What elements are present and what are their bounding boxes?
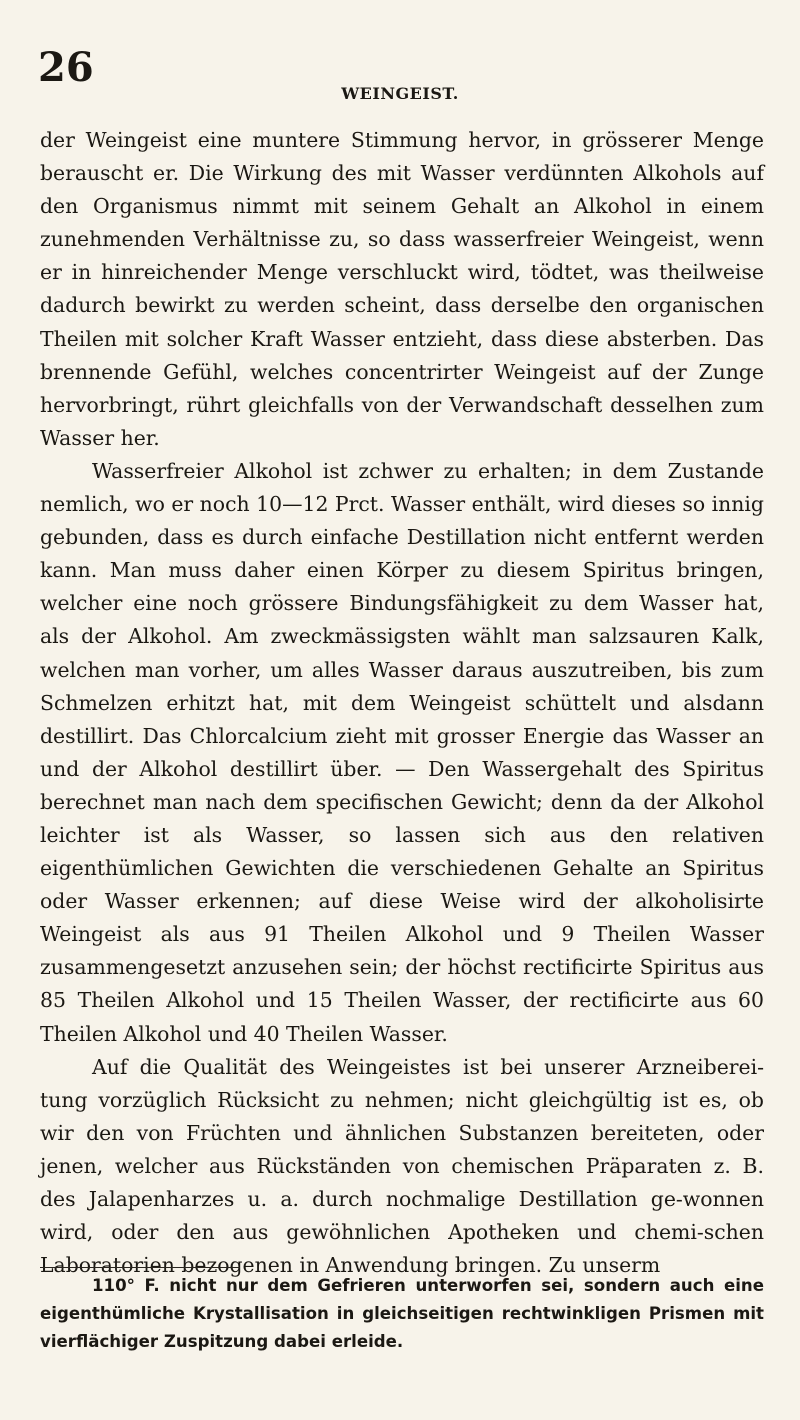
paragraph-3: Auf die Qualität des Weingeistes ist bei unserer Arzneiberei-tung vorzüglich Rücksicht zu nehmen; nicht gleichgültig ist es, ob wir den von Früchten und ähnlichen Substanzen bereiteten, oder jenen, welcher aus Rückständen von chemischen Präparaten z. B. des Jalapenharzes u. a. durch nochmalige Destillation ge-wonnen wird, oder den aus gewöhnlichen Apotheken und chemi-schen Laboratorien bezogenen in Anwendung bringen. Zu unserm [40,1054,764,1278]
footnote [40,1272,764,1355]
page-number: 26 [38,44,94,91]
running-head: WEINGEIST. [341,84,459,103]
footnote-divider [40,1267,240,1268]
footnote-text: 110° F. nicht nur dem Gefrieren unterworfen sei, sondern auch eine eigenthümliche Krystallisation in gleichseitigen rechtwinkligen Prismen mit vierflächiger Zuspitzung dabei erleide. [40,1276,764,1351]
body-text [40,124,764,1282]
paragraph-2: Wasserfreier Alkohol ist zchwer zu erhalten; in dem Zustande nemlich, wo er noch 10—12 Prct. Wasser enthält, wird dieses so innig gebunden, dass es durch einfache Destillation nicht entfernt werden kann. Man muss daher einen Körper zu diesem Spiritus bringen, welcher eine noch grössere Bindungsfähigkeit zu dem Wasser hat, als der Alkohol. Am zweckmässigsten wählt man salzsauren Kalk, welchen man vorher, um alles Wasser daraus auszutreiben, bis zum Schmelzen erhitzt hat, mit dem Weingeist schüttelt und alsdann destillirt. Das Chlorcalcium zieht mit grosser Energie das Wasser an und der Alkohol destillirt über. — Den Wassergehalt des Spiritus berechnet man nach dem specifischen Gewicht; denn da der Alkohol leichter ist als Wasser, so lassen sich aus den relativen eigenthümlichen Gewichten die verschiedenen Gehalte an Spiritus oder Wasser erkennen; auf diese Weise wird der alkoholisirte Weingeist als aus 91 Theilen Alkohol und 9 Theilen Wasser zusammengesetzt anzusehen sein; der höchst rectificirte Spiritus aus 85 Theilen Alkohol und 15 Theilen Wasser, der rectificirte aus 60 Theilen Alkohol und 40 Theilen Wasser. [40,458,764,1046]
paragraph-1: der Weingeist eine muntere Stimmung hervor, in grösserer Menge berauscht er. Die Wirkung des mit Wasser verdünnten Alkohols auf den Organismus nimmt mit seinem Gehalt an Alkohol in einem zunehmenden Verhältnisse zu, so dass wasserfreier Weingeist, wenn er in hinreichender Menge verschluckt wird, tödtet, was theilweise dadurch bewirkt zu werden scheint, dass derselbe den organischen Theilen mit solcher Kraft Wasser entzieht, dass diese absterben. Das brennende Gefühl, welches concentrirter Weingeist auf der Zunge hervorbringt, rührt gleichfalls von der Verwandschaft desselhen zum Wasser her. [40,128,764,450]
